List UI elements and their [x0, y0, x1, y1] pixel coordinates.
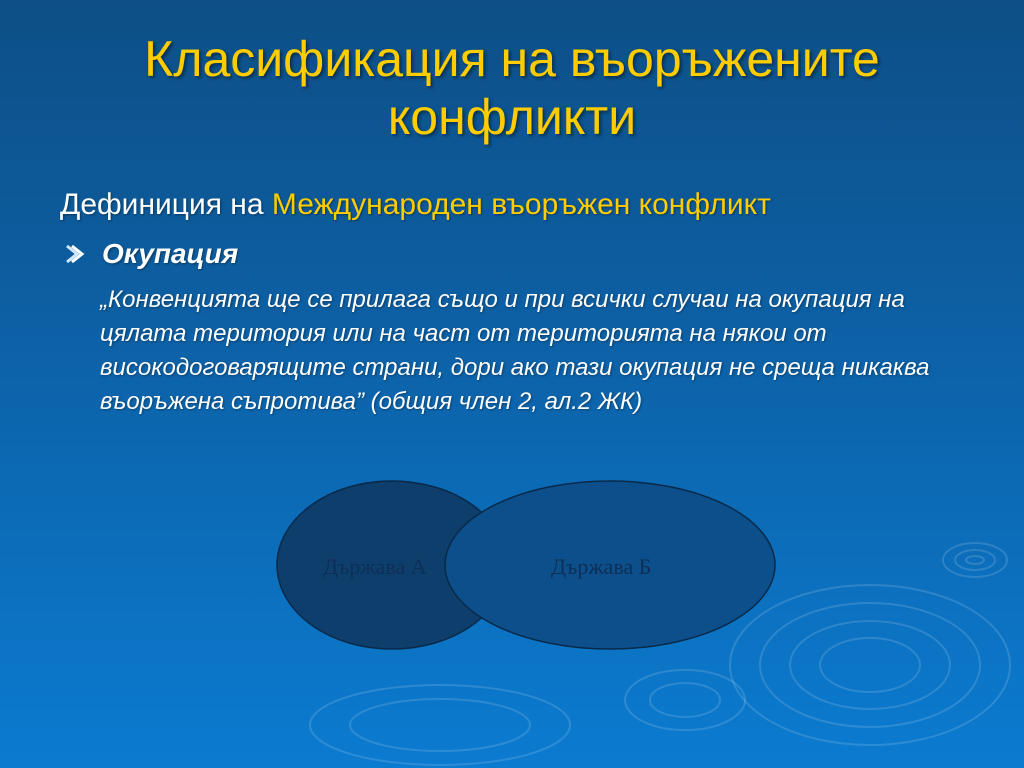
slide-title: Класификация на въоръжените конфликти — [144, 31, 880, 145]
quote-text: „Конвенцията ще се прилага също и при всички случаи на окупация на цялата територия или на част от територията на някои от високодоговарящите страни, дори ако тази окупация не среща никаква въоръжена съпротива” (общия член 2, ал.2 ЖК) — [100, 286, 930, 415]
state-b-label: Държава Б — [551, 554, 652, 579]
state-a-label: Държава А — [323, 554, 427, 579]
bullet-label: Окупация — [102, 238, 239, 269]
definition-highlight: Международен въоръжен конфликт — [271, 188, 771, 221]
definition-prefix: Дефиниция на — [60, 188, 264, 221]
